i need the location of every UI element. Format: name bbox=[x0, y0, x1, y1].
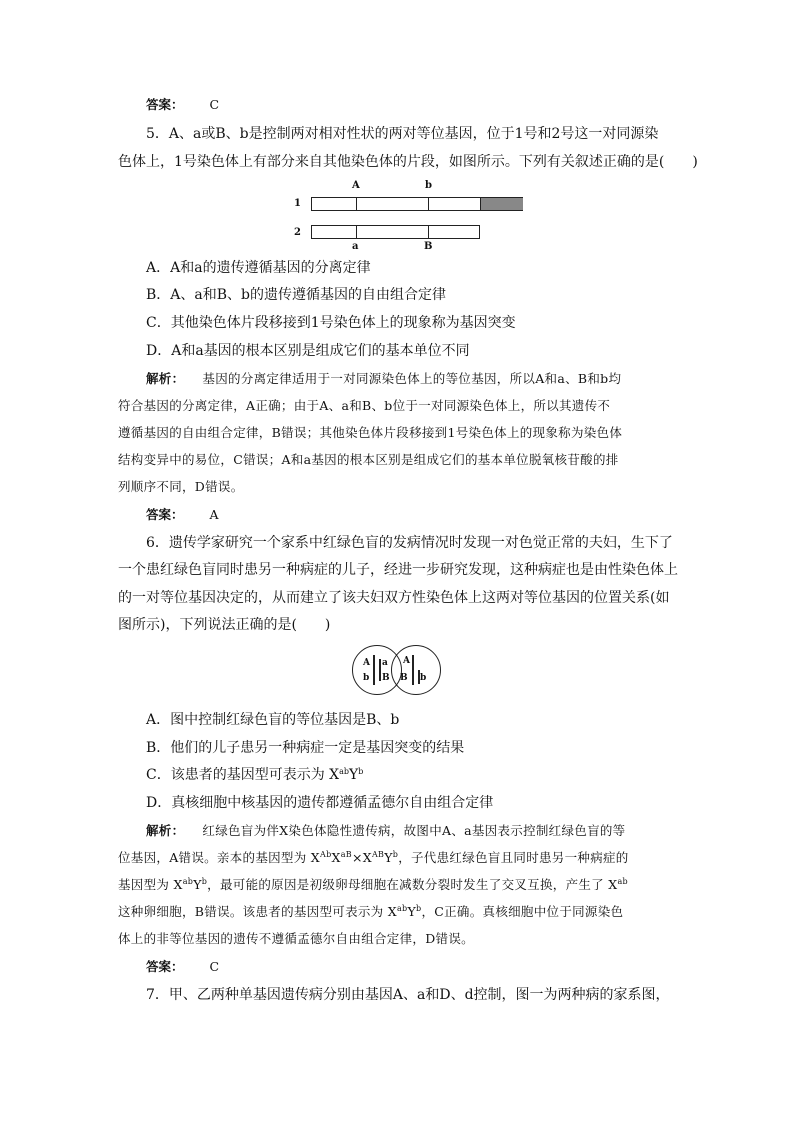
explanation-text: ×X bbox=[351, 850, 372, 865]
chromosome-figure bbox=[290, 180, 530, 250]
answer-value: C bbox=[209, 959, 220, 974]
superscript: ab bbox=[396, 904, 408, 913]
cell1-gene-top-right: a bbox=[382, 658, 388, 668]
superscript: AB bbox=[371, 850, 385, 859]
q5-option-c: C．其他染色体片段移接到1号染色体上的现象称为基因突变 bbox=[146, 315, 516, 331]
answer-value: A bbox=[209, 507, 219, 522]
chromosome-2-label: 2 bbox=[294, 227, 301, 238]
gene-label-A: A bbox=[352, 180, 360, 191]
q5-answer bbox=[146, 505, 716, 525]
explanation-text: 基因的分离定律适用于一对同源染色体上的等位基因，所以A和a、B和b均 bbox=[202, 371, 622, 386]
q6-option-b: B．他们的儿子患另一种病症一定是基因突变的结果 bbox=[146, 740, 465, 756]
chromosome-2-bar bbox=[311, 225, 480, 239]
cell2-gene-bottom-left: B bbox=[400, 673, 408, 683]
q6-option-d: D．真核细胞中核基因的遗传都遵循孟德尔自由组合定律 bbox=[146, 795, 494, 811]
q6-stem-line2: 一个患红绿色盲同时患另一种病症的儿子，经进一步研究发现，这种病症也是由性染色体上 bbox=[118, 562, 678, 578]
superscript: b bbox=[358, 767, 364, 776]
superscript: b bbox=[416, 904, 422, 913]
explanation-text: 这种卵细胞，B错误。该患者的基因型可表示为 X bbox=[118, 904, 397, 919]
chromosome-1-bar bbox=[311, 197, 523, 211]
explanation-label: 解析： bbox=[146, 371, 185, 386]
gene-label-b: b bbox=[425, 180, 432, 191]
q5-stem-line2: 色体上，1号染色体上有部分来自其他染色体的片段，如图所示。下列有关叙述正确的是( ) bbox=[118, 154, 698, 170]
superscript: aB bbox=[340, 850, 352, 859]
explanation-label: 解析： bbox=[146, 823, 185, 838]
explanation-text: X bbox=[331, 850, 341, 865]
q6-stem-line1: 6．遗传学家研究一个家系中红绿色盲的发病情况时发现一对色觉正常的夫妇，生下了 bbox=[146, 535, 673, 551]
locus-a-mark bbox=[356, 226, 357, 238]
answer-label: 答案： bbox=[146, 959, 184, 974]
explanation-text: 位基因，A错误。亲本的基因型为 X bbox=[118, 850, 320, 865]
cell2-gene-top: A bbox=[403, 656, 410, 666]
q6-explanation-line3 bbox=[118, 875, 688, 895]
option-text: Y bbox=[349, 767, 359, 783]
explanation-text: 基因型为 X bbox=[118, 877, 183, 892]
explanation-text: ，C正确。真核细胞中位于同源染色 bbox=[421, 904, 624, 919]
cell2-gene-bottom-right: b bbox=[420, 673, 427, 683]
cells-figure bbox=[352, 645, 442, 697]
option-text: C．该患者的基因型可表示为 X bbox=[146, 767, 340, 783]
q6-explanation-line2 bbox=[118, 848, 688, 868]
cell1-gene-bottom-left: b bbox=[363, 673, 370, 683]
locus-b-mark bbox=[428, 198, 429, 210]
q6-answer bbox=[146, 957, 716, 977]
q6-stem-line3: 的一对等位基因决定的，从而建立了该夫妇双方性染色体上这两对等位基因的位置关系(如 bbox=[118, 590, 670, 606]
cell1-gene-top-left: A bbox=[363, 658, 370, 668]
explanation-text: ，最可能的原因是初级卵母细胞在减数分裂时发生了交叉互换，产生了 X bbox=[207, 877, 618, 892]
explanation-text: Y bbox=[193, 877, 202, 892]
superscript: b bbox=[201, 877, 208, 886]
cell2-chromosome-x bbox=[412, 655, 414, 685]
q6-option-c bbox=[146, 765, 716, 785]
answer-label: 答案： bbox=[146, 97, 184, 112]
translocated-segment bbox=[480, 198, 523, 210]
q6-explanation-line5: 体上的非等位基因的遗传不遵循孟德尔自由组合定律，D错误。 bbox=[118, 931, 474, 946]
q5-explanation-line5: 列顺序不同，D错误。 bbox=[118, 479, 244, 494]
q5-option-b: B．A、a和B、b的遗传遵循基因的自由组合定律 bbox=[146, 287, 446, 303]
answer-value: C bbox=[209, 97, 220, 112]
parent-cell-2 bbox=[391, 645, 441, 695]
q6-explanation-line1 bbox=[146, 821, 716, 841]
cell1-chromosome-right bbox=[379, 659, 381, 681]
q6-stem-line4: 图所示)，下列说法正确的是( ) bbox=[118, 617, 331, 633]
q5-stem-line1: 5．A、a或B、b是控制两对相对性状的两对等位基因，位于1号和2号这一对同源染 bbox=[146, 126, 659, 142]
chromosome-1-label: 1 bbox=[294, 198, 301, 209]
explanation-text: Y bbox=[407, 904, 417, 919]
explanation-text: ，子代患红绿色盲且同时患另一种病症的 bbox=[398, 850, 629, 865]
q5-explanation-line3: 遵循基因的自由组合定律，B错误；其他染色体片段移接到1号染色体上的现象称为染色体 bbox=[118, 425, 623, 440]
answer-label: 答案： bbox=[146, 507, 184, 522]
cell1-gene-bottom-right: B bbox=[382, 673, 390, 683]
cell1-chromosome-left bbox=[373, 655, 375, 685]
q5-option-a: A．A和a的遗传遵循基因的分离定律 bbox=[146, 260, 371, 276]
q6-explanation-line4 bbox=[118, 902, 688, 922]
superscript: ab bbox=[182, 877, 194, 886]
gene-label-B: B bbox=[424, 241, 433, 252]
q5-explanation-line1 bbox=[146, 369, 716, 389]
superscript: Ab bbox=[320, 850, 332, 859]
superscript: ab bbox=[339, 767, 350, 776]
cell2-chromosome-y bbox=[418, 670, 420, 684]
locus-A-mark bbox=[356, 198, 357, 210]
q7-stem-line1: 7．甲、乙两种单基因遗传病分别由基因A、a和D、d控制，图一为两种病的家系图， bbox=[146, 987, 670, 1003]
gene-label-a: a bbox=[352, 241, 359, 252]
q4-answer bbox=[146, 95, 716, 115]
q5-explanation-line2: 符合基因的分离定律，A正确；由于A、a和B、b位于一对同源染色体上，所以其遗传不 bbox=[118, 398, 611, 413]
q5-option-d: D．A和a基因的根本区别是组成它们的基本单位不同 bbox=[146, 343, 470, 359]
superscript: ab bbox=[617, 877, 628, 886]
q6-option-a: A．图中控制红绿色盲的等位基因是B、b bbox=[146, 712, 400, 728]
superscript: b bbox=[392, 850, 399, 859]
q5-explanation-line4: 结构变异中的易位，C错误；A和a基因的根本区别是组成它们的基本单位脱氧核苷酸的排 bbox=[118, 452, 619, 467]
explanation-text: Y bbox=[384, 850, 393, 865]
locus-B-mark bbox=[428, 226, 429, 238]
explanation-text: 红绿色盲为伴X染色体隐性遗传病，故图中A、a基因表示控制红绿色盲的等 bbox=[202, 823, 626, 838]
